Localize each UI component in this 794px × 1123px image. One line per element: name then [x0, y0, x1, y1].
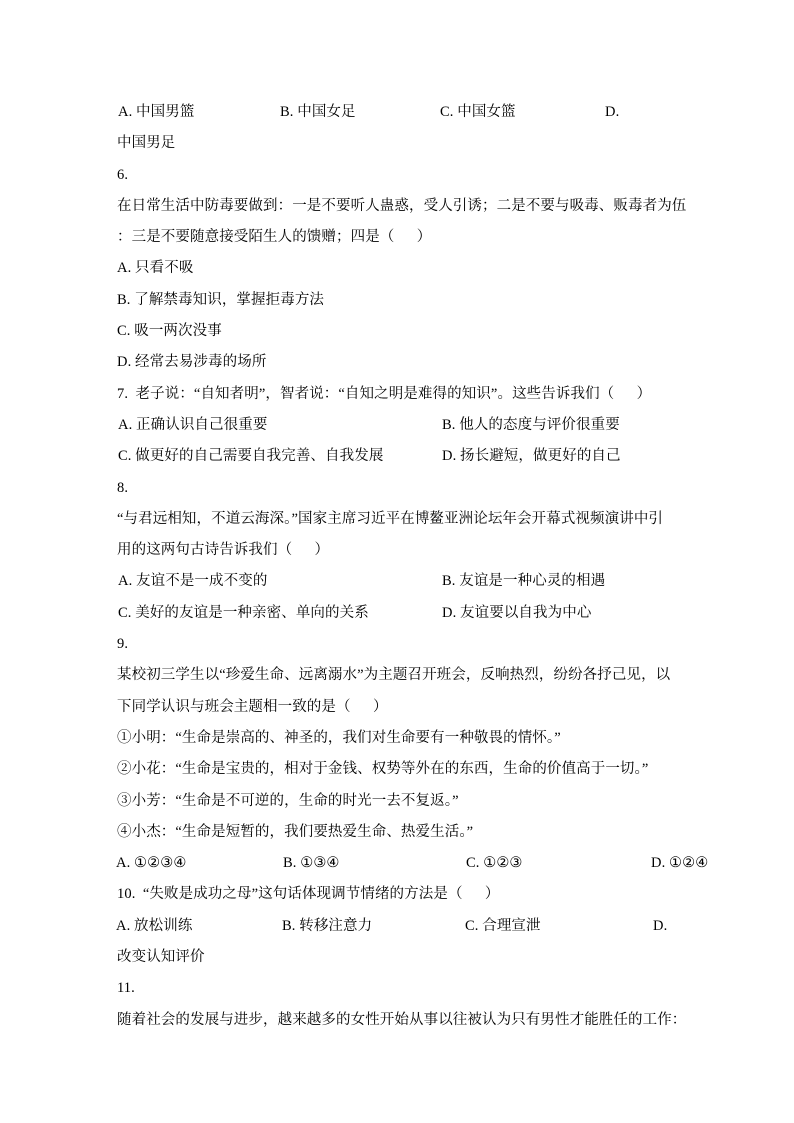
question-9-view-2: ②小花：“生命是宝贵的，相对于金钱、权势等外在的东西，生命的价值高于一切。”	[117, 761, 649, 778]
question-9-view-1-row	[0, 723, 794, 754]
question-8-stem-row-2	[0, 535, 794, 566]
question-9-number: 9.	[117, 636, 129, 653]
question-10-stem-row	[0, 879, 794, 910]
question-11-number-row	[0, 973, 794, 1004]
question-8-number-row	[0, 473, 794, 504]
question-7-option-b: B. 他人的态度与评价很重要	[442, 416, 620, 433]
question-9-option-c: C. ①②③	[466, 855, 523, 872]
question-5-option-d-continuation: 中国男足	[117, 135, 176, 152]
question-6-number: 6.	[117, 166, 129, 183]
document-text-lines	[0, 97, 794, 1036]
question-9-view-3: ③小芳：“生命是不可逆的，生命的时光一去不复返。”	[117, 792, 459, 809]
question-8-option-a: A. 友谊不是一成不变的	[118, 573, 268, 590]
question-10-option-c: C. 合理宣泄	[465, 917, 541, 934]
question-7-stem-row	[0, 379, 794, 410]
question-6-option-d-row	[0, 347, 794, 378]
question-7-option-c: C. 做更好的自己需要自我完善、自我发展	[118, 448, 384, 465]
question-5-option-b: B. 中国女足	[280, 104, 356, 120]
question-7-stem: 7. 老子说：“自知者明”，智者说：“自知之明是难得的知识”。这些告诉我们（ ）	[117, 385, 652, 402]
question-10-option-a: A. 放松训练	[116, 917, 193, 934]
question-7-option-d: D. 扬长避短，做更好的自己	[442, 448, 621, 465]
question-8-stem-row-1	[0, 504, 794, 535]
question-10-option-b: B. 转移注意力	[282, 917, 373, 934]
question-6-stem-row-2	[0, 222, 794, 253]
question-8-number: 8.	[117, 479, 129, 496]
question-10-stem: 10. “失败是成功之母”这句话体现调节情绪的方法是（ ）	[117, 886, 500, 903]
question-5-option-d: D.	[605, 104, 620, 120]
question-5-option-a: A. 中国男篮	[118, 104, 195, 120]
question-9-stem-line-1: 某校初三学生以“珍爱生命、远离溺水”为主题召开班会，反响热烈，纷纷各抒己见，以	[117, 667, 671, 684]
question-9-number-row	[0, 629, 794, 660]
question-6-option-c: C. 吸一两次没事	[117, 323, 222, 340]
question-7-option-a: A. 正确认识自己很重要	[118, 416, 268, 433]
question-6-stem-row-1	[0, 191, 794, 222]
question-6-option-a-row	[0, 253, 794, 284]
question-9-stem-row-1	[0, 660, 794, 691]
question-9-stem-row-2	[0, 692, 794, 723]
question-5-option-c: C. 中国女篮	[440, 104, 516, 120]
question-6-number-row	[0, 160, 794, 191]
question-9-view-3-row	[0, 786, 794, 817]
question-11-number: 11.	[117, 980, 135, 997]
question-6-stem-line-1: 在日常生活中防毒要做到：一是不要听人蛊惑，受人引诱；二是不要与吸毒、贩毒者为伍	[117, 197, 687, 214]
question-8-option-d: D. 友谊要以自我为中心	[442, 604, 592, 621]
question-9-view-4-row	[0, 817, 794, 848]
question-5-options-row	[0, 97, 794, 128]
question-9-option-a: A. ①②③④	[116, 855, 187, 872]
question-8-option-b: B. 友谊是一种心灵的相遇	[442, 573, 606, 590]
question-8-options-row-2	[0, 598, 794, 629]
question-6-option-c-row	[0, 316, 794, 347]
question-10-option-d: D.	[653, 917, 668, 934]
question-6-option-b-row	[0, 285, 794, 316]
question-10-option-d-continuation-row	[0, 942, 794, 973]
question-8-option-c: C. 美好的友谊是一种亲密、单向的关系	[118, 604, 369, 621]
question-7-options-row-1	[0, 410, 794, 441]
question-11-stem-row-1	[0, 1005, 794, 1036]
question-6-option-d: D. 经常去易涉毒的场所	[117, 354, 267, 371]
question-9-stem-line-2: 下同学认识与班会主题相一致的是（ ）	[117, 698, 388, 715]
question-9-options-row	[0, 848, 794, 879]
question-9-option-b: B. ①③④	[283, 855, 340, 872]
question-9-view-2-row	[0, 754, 794, 785]
question-8-options-row-1	[0, 566, 794, 597]
question-10-options-row	[0, 911, 794, 942]
question-6-option-a: A. 只看不吸	[117, 260, 194, 277]
question-9-option-d: D. ①②④	[651, 855, 709, 872]
question-8-stem-line-1: “与君远相知，不道云海深。”国家主席习近平在博鳌亚洲论坛年会开幕式视频演讲中引	[117, 510, 664, 527]
question-9-view-1: ①小明：“生命是崇高的、神圣的，我们对生命要有一种敬畏的情怀。”	[117, 729, 561, 746]
question-7-options-row-2	[0, 441, 794, 472]
question-5-option-d-continuation-row	[0, 128, 794, 159]
question-11-stem-line-1: 随着社会的发展与进步，越来越多的女性开始从事以往被认为只有男性才能胜任的工作：	[117, 1011, 687, 1028]
question-9-view-4: ④小杰：“生命是短暂的，我们要热爱生命、热爱生活。”	[117, 823, 474, 840]
question-8-stem-line-2: 用的这两句古诗告诉我们（ ）	[117, 542, 330, 559]
question-6-option-b: B. 了解禁毒知识，掌握拒毒方法	[117, 291, 325, 308]
question-6-stem-line-2: ：三是不要随意接受陌生人的馈赠；四是（ ）	[117, 229, 432, 246]
question-10-option-d-continuation: 改变认知评价	[117, 949, 205, 966]
